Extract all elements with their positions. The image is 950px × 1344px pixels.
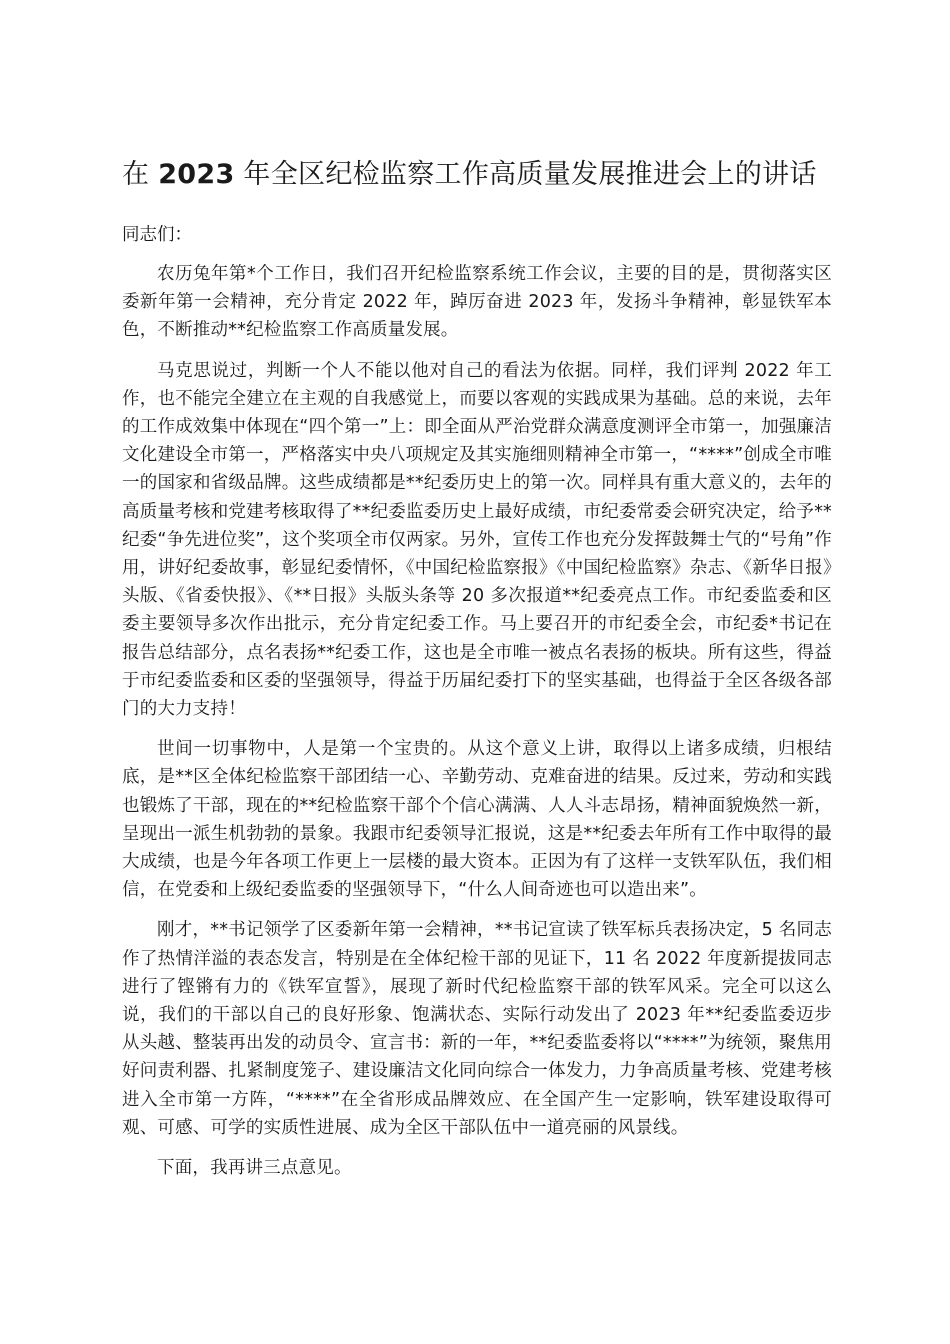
paragraph-5: 下面，我再讲三点意见。 [157, 1158, 352, 1179]
paragraph-4: 刚才，**书记领学了区委新年第一会精神，**书记宣读了铁军标兵表扬决定，5 名同志作了热情洋溢的表态发言，特别是在全体纪检干部的见证下，11 名 2022 年度新提拔同志进行了铿锵有力的《铁军宣誓》，展现了新时代纪检监察干部的铁军风采。完全可以这么说，我们的干部以自己的良好形象、饱满状态、实际行动发出了 2023 年**纪委监委迈步从头越、整装再出发的动员令、宣言书：新的一年，**纪委监委将以“****”为统领，聚焦用好问责利器、扎紧制度笼子、建设廉洁文化同向综合一体发力，力争高质量考核、党建考核进入全市第一方阵，“****”在全省形成品牌效应、在全国产生一定影响，铁军建设取得可观、可感、可学的实质性进展、成为全区干部队伍中一道亮丽的风景线。 [122, 920, 832, 1138]
document-title [122, 150, 832, 200]
salutation: 同志们： [122, 225, 192, 245]
title-prefix: 在 [122, 159, 159, 190]
paragraph-2: 马克思说过，判断一个人不能以他对自己的看法为依据。同样，我们评判 2022 年工作，也不能完全建立在主观的自我感觉上，而要以客观的实践成果为基础。总的来说，去年的工作成效集中体现在“四个第一”上：即全面从严治党群众满意度测评全市第一，加强廉洁文化建设全市第一，严格落实中央八项规定及其实施细则精神全市第一，“****”创成全市唯一的国家和省级品牌。这些成绩都是**纪委历史上的第一次。同样具有重大意义的，去年的高质量考核和党建考核取得了**纪委监委历史上最好成绩，市纪委常委会研究决定，给予**纪委“争先进位奖”，这个奖项全市仅两家。另外，宣传工作也充分发挥鼓舞士气的“号角”作用，讲好纪委故事，彰显纪委情怀，《中国纪检监察报》《中国纪检监察》杂志、《新华日报》头版、《省委快报》、《**日报》头版头条等 20 多次报道**纪委亮点工作。市纪委监委和区委主要领导多次作出批示，充分肯定纪委工作。马上要召开的市纪委全会，市纪委*书记在报告总结部分，点名表扬**纪委工作，这也是全市唯一被点名表扬的板块。所有这些，得益于市纪委监委和区委的坚强领导，得益于历届纪委打下的坚实基础，也得益于全区各级各部门的大力支持！ [122, 360, 832, 720]
title-suffix: 年全区纪检监察工作高质量发展推进会上的讲话 [234, 159, 817, 190]
paragraph-1: 农历兔年第*个工作日，我们召开纪检监察系统工作会议，主要的目的是，贯彻落实区委新年第一会精神，充分肯定 2022 年，踔厉奋进 2023 年，发扬斗争精神，彰显铁军本色，不断推动**纪检监察工作高质量发展。 [122, 264, 832, 341]
paragraph-3: 世间一切事物中，人是第一个宝贵的。从这个意义上讲，取得以上诸多成绩，归根结底，是**区全体纪检监察干部团结一心、辛勤劳动、克难奋进的结果。反过来，劳动和实践也锻炼了干部，现在的**纪检监察干部个个信心满满、人人斗志昂扬，精神面貌焕然一新，呈现出一派生机勃勃的景象。我跟市纪委领导汇报说，这是**纪委去年所有工作中取得的最大成绩，也是今年各项工作更上一层楼的最大资本。正因为有了这样一支铁军队伍，我们相信，在党委和上级纪委监委的坚强领导下，“什么人间奇迹也可以造出来”。 [122, 739, 832, 901]
title-year: 2023 [158, 159, 235, 190]
